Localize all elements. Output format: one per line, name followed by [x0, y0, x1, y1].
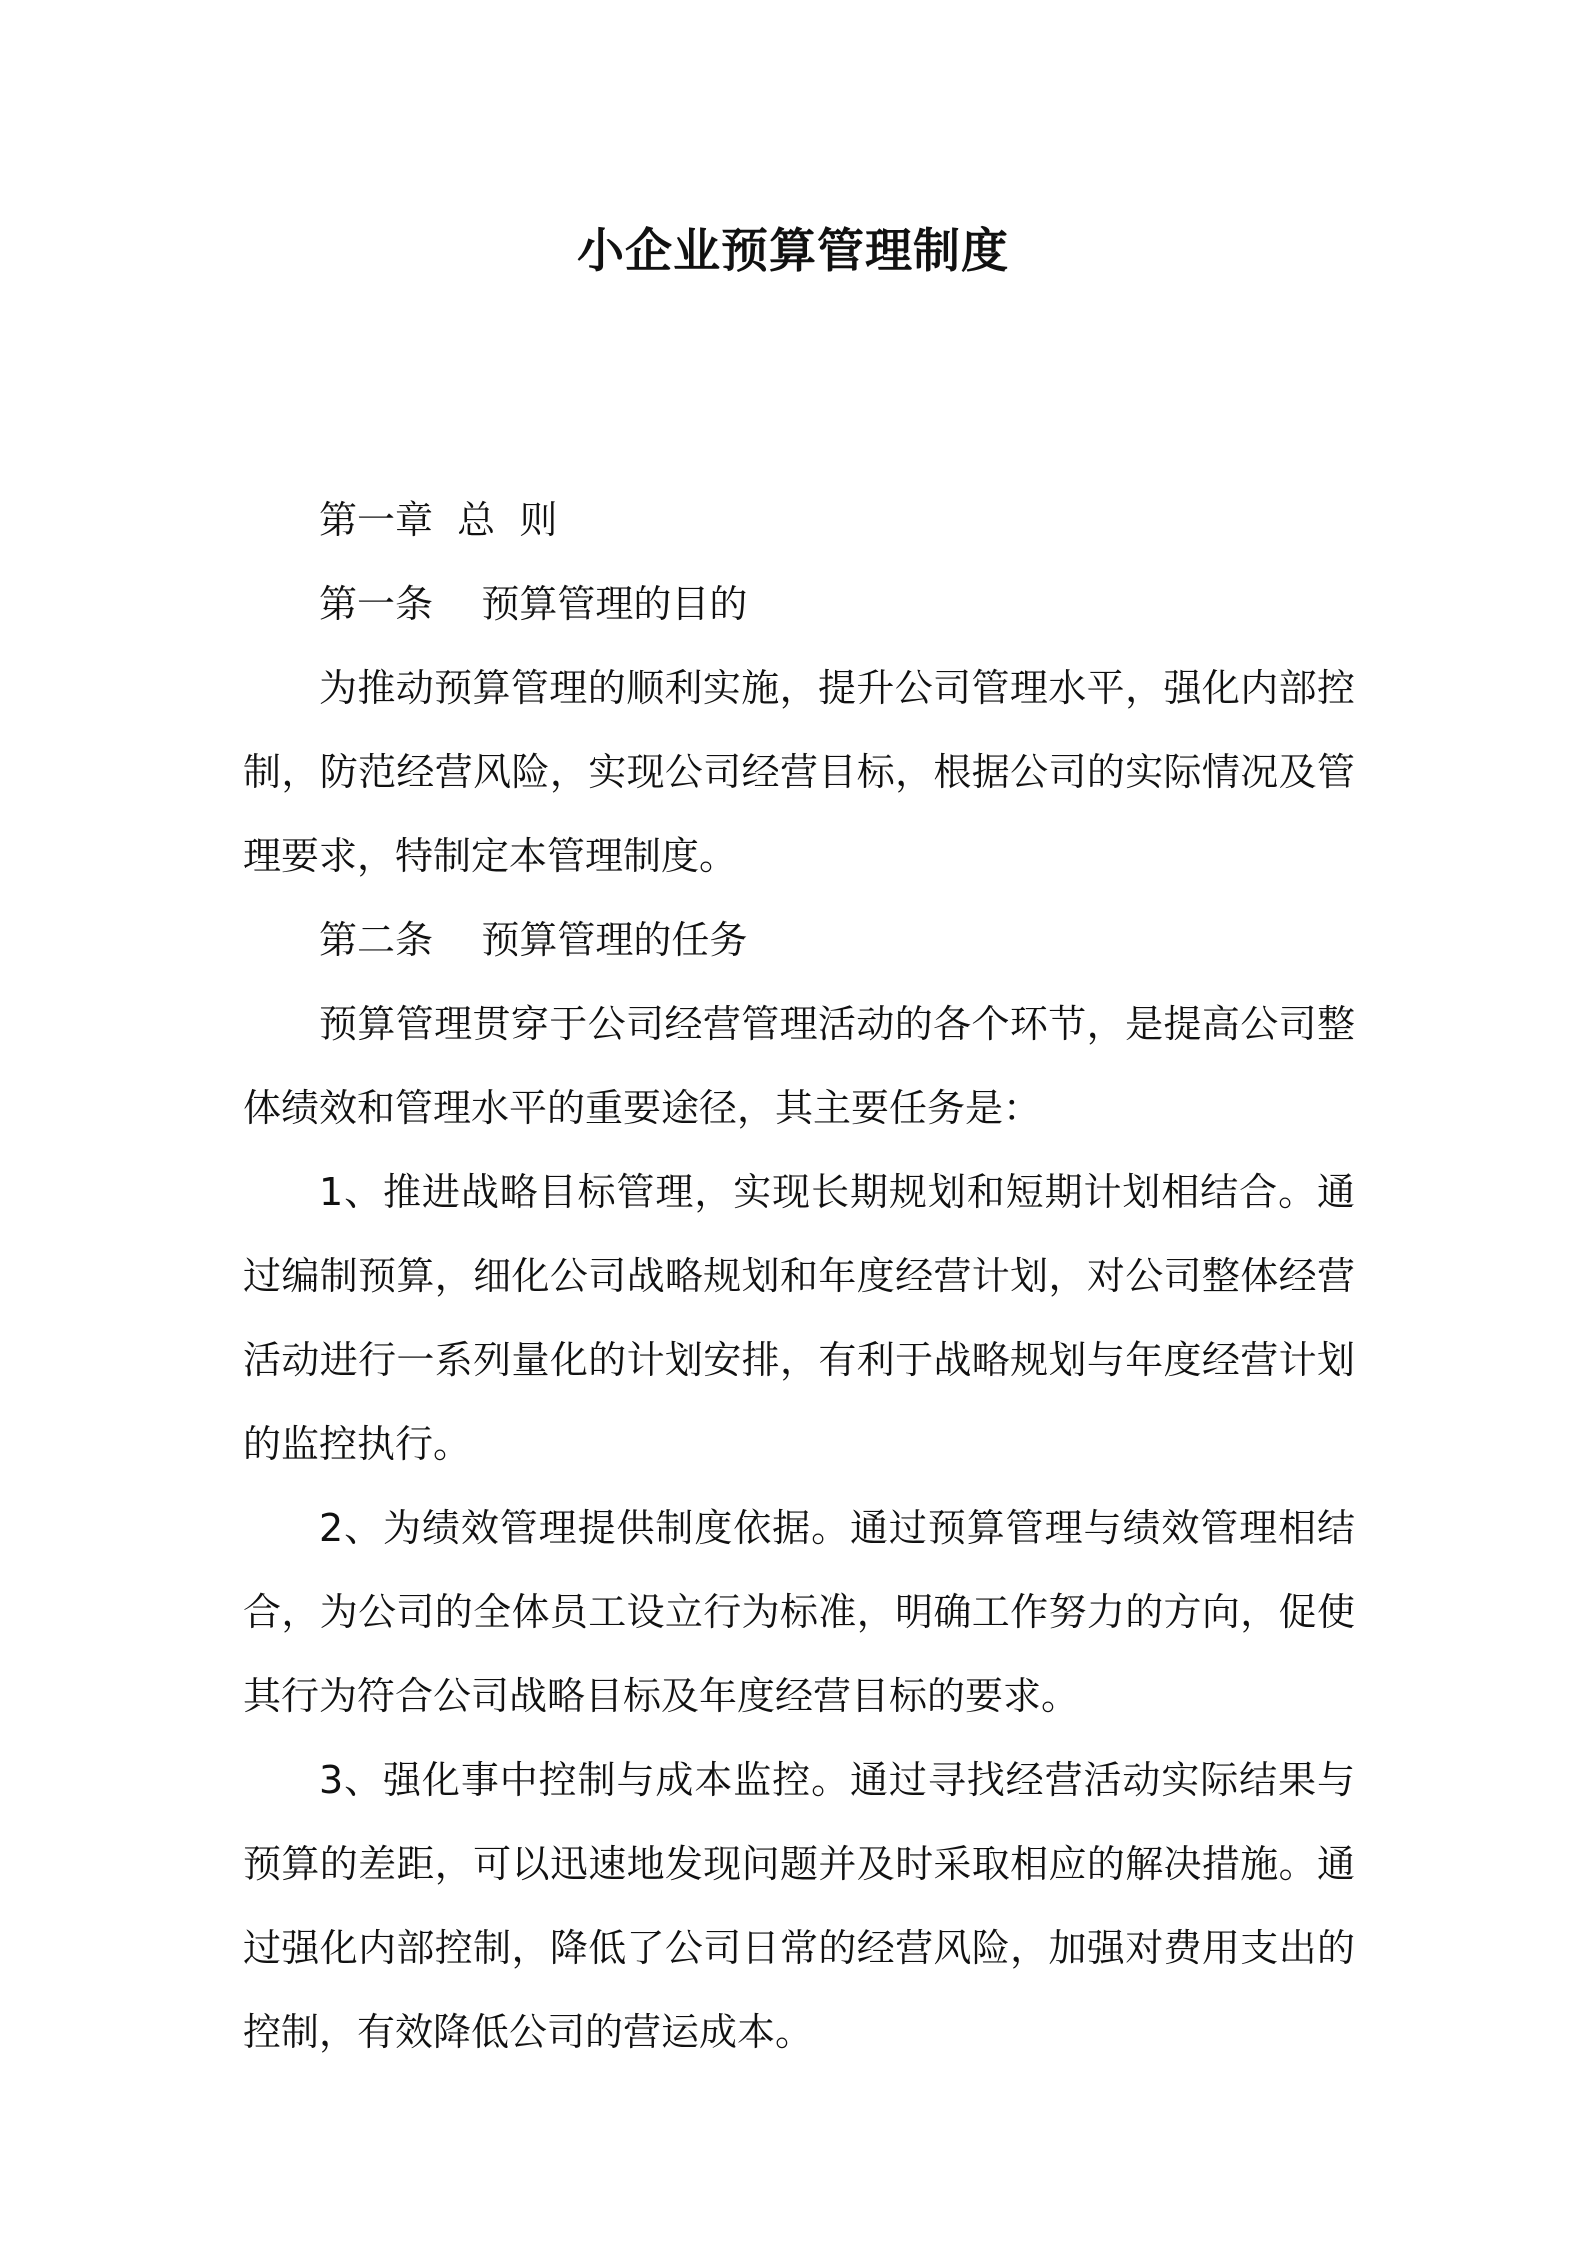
document-body: [243, 478, 1355, 2074]
article-2-heading: 第二条 预算管理的任务: [319, 918, 748, 962]
task-item-2: 2、为绩效管理提供制度依据。通过预算管理与绩效管理相结合，为公司的全体员工设立行为标准，明确工作努力的方向，促使其行为符合公司战略目标及年度经营目标的要求。: [243, 1506, 1355, 1718]
chapter-heading: 第一章 总 则: [319, 498, 558, 542]
article-2-intro: 预算管理贯穿于公司经营管理活动的各个环节，是提高公司整体绩效和管理水平的重要途径，其主要任务是：: [243, 1002, 1355, 1130]
article-1-paragraph: 为推动预算管理的顺利实施，提升公司管理水平，强化内部控制，防范经营风险，实现公司经营目标，根据公司的实际情况及管理要求，特制定本管理制度。: [243, 666, 1355, 878]
article-1-heading: 第一条 预算管理的目的: [319, 582, 748, 626]
task-item-3: 3、强化事中控制与成本监控。通过寻找经营活动实际结果与预算的差距，可以迅速地发现问题并及时采取相应的解决措施。通过强化内部控制，降低了公司日常的经营风险，加强对费用支出的控制，有效降低公司的营运成本。: [243, 1758, 1355, 2054]
document-title: 小企业预算管理制度: [577, 224, 1009, 279]
task-item-1: 1、推进战略目标管理，实现长期规划和短期计划相结合。通过编制预算，细化公司战略规划和年度经营计划，对公司整体经营活动进行一系列量化的计划安排，有利于战略规划与年度经营计划的监控执行。: [243, 1170, 1355, 1466]
